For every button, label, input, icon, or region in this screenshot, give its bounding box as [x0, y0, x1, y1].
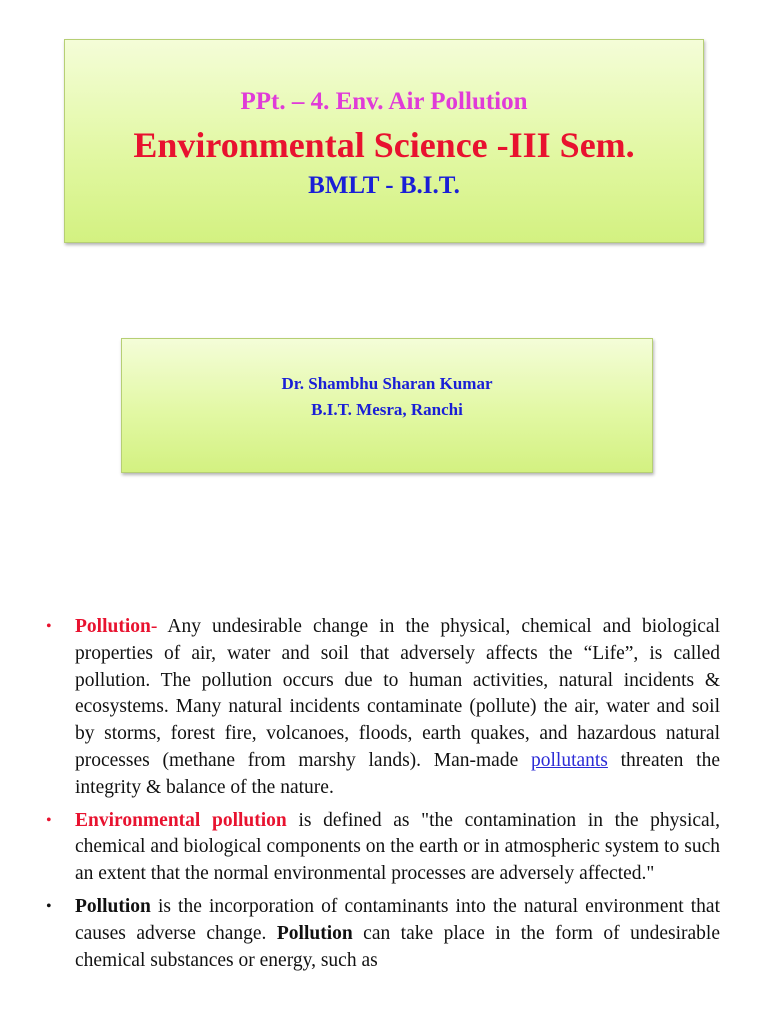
- term-dash: -: [150, 616, 158, 637]
- bullet-body-text: is the incorporation of contaminants into the natural environment that causes adverse change.: [75, 895, 720, 944]
- author-affiliation: B.I.T. Mesra, Ranchi: [311, 400, 463, 419]
- bullet-body-text: is defined as "the contamination in the physical, chemical and biological components on the earth or in atmospheric system to such an extent that the normal environmental processes are adversely affected.": [75, 809, 720, 885]
- course-title: Environmental Science -III Sem.: [133, 125, 635, 165]
- bullet-text: [75, 808, 720, 888]
- presentation-number-title: PPt. – 4. Env. Air Pollution: [240, 88, 528, 115]
- bullet-icon: •: [46, 618, 52, 635]
- term-pollution: Pollution: [75, 895, 151, 917]
- term-environmental-pollution: Environmental pollution: [75, 809, 287, 831]
- author-name: Dr. Shambhu Sharan Kumar: [281, 374, 493, 393]
- title-slide-box: [64, 39, 704, 243]
- term-pollution: Pollution: [75, 616, 151, 637]
- bullet-item-pollution-incorporation: [46, 894, 720, 974]
- author-slide-box: [121, 338, 653, 473]
- bullet-body-text-end: threaten the integrity & balance of the nature.: [75, 749, 720, 798]
- bullet-icon: •: [46, 897, 52, 915]
- bullet-item-environmental-pollution: [46, 808, 720, 888]
- term-pollution-second: Pollution: [276, 922, 353, 944]
- bullet-list: [46, 614, 720, 980]
- bullet-text: [75, 614, 720, 802]
- bullet-icon: •: [46, 811, 52, 829]
- pollutants-link[interactable]: pollutants: [530, 749, 608, 771]
- bullet-body-text-end: can take place in the form of undesirable chemical substances or energy, such as: [75, 922, 720, 971]
- bullet-body-text: Any undesirable change in the physical, chemical and biological properties of air, water and soil that adversely affects the “Life”, is called pollution. The pollution occurs due to human activities, natural incidents & ecosystems. Many natural incidents contaminate (pollute) the air, water and soil by storms, forest fire, volcanoes, floods, earth quakes, and hazardous natural processes (methane from marshy lands). Man-made: [75, 616, 720, 771]
- bullet-text: [75, 894, 720, 974]
- program-subtitle: BMLT - B.I.T.: [308, 172, 460, 199]
- bullet-item-pollution-definition: [46, 614, 720, 802]
